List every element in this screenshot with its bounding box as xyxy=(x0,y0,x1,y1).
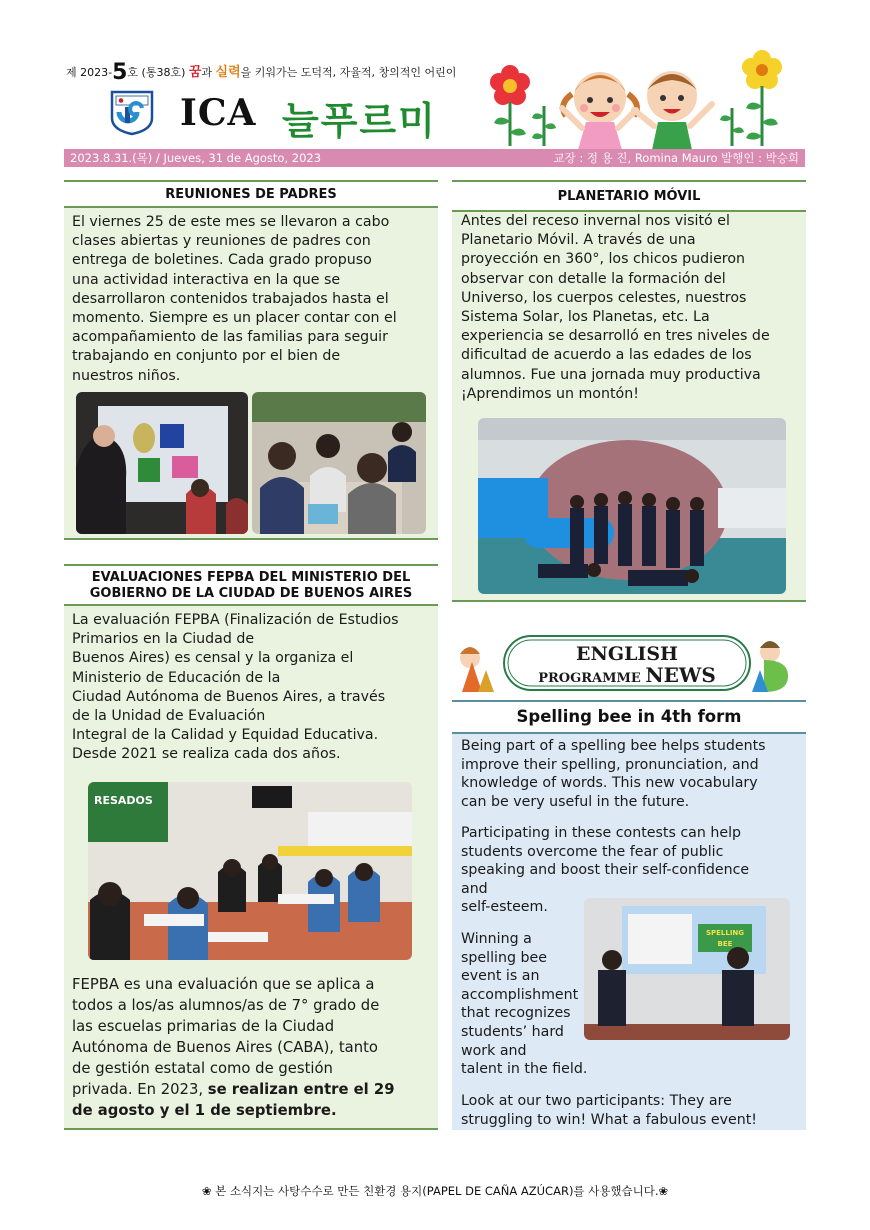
footer-note: ❀ 본 소식지는 사탕수수로 만든 친환경 용지(PAPEL DE CAÑA AZÚCAR)를 사용했습니다.❀ xyxy=(201,1184,669,1198)
article-body-intro: La evaluación FEPBA (Finalización de Estudios Primarios en la Ciudad de Buenos Aires) es censal y la organiza el Ministerio de Educación de la Ciudad Autónoma de Buenos Aires, a través de la Unidad de Evaluación Integral de la Calidad y Equidad Educativa. Desde 2021 se realiza cada dos años. xyxy=(72,612,399,763)
article-body-details xyxy=(72,974,434,1121)
article-rule xyxy=(64,538,438,540)
article-rule xyxy=(64,1128,438,1130)
paragraph-participants: Look at our two participants: They are struggling to win! What a fabulous event! xyxy=(461,1093,757,1128)
motto-word-skill: 실력 xyxy=(215,65,241,80)
article-body: El viernes 25 de este mes se llevaron a cabo clases abiertas y reuniones de padres con entrega de boletines. Cada grado propuso una actividad interactiva en la que se desarrollaron contenidos trabajados hasta el momento. Siempre es un placer contar con el acompañamiento de las familias para seguir trabajando en conjunto por el bien de nuestros niños. xyxy=(72,214,397,384)
photo-students-tablets xyxy=(252,392,426,534)
article-title-line2: GOBIERNO DE LA CIUDAD DE BUENOS AIRES xyxy=(89,586,413,601)
motto-tagline: 을 키워가는 도덕적, 자율적, 창의적인 어린이 xyxy=(240,66,457,79)
banner-english: ENGLISH xyxy=(576,643,678,665)
motto-connector: 과 xyxy=(201,66,216,79)
children-flowers-illustration xyxy=(482,46,802,150)
motto-word-dream: 꿈 xyxy=(188,65,202,80)
article-title: REUNIONES DE PADRES xyxy=(64,180,438,208)
article-body: Antes del receso invernal nos visitó el Planetario Móvil. A través de una proyección en 360°, los chicos pudieron observar con detalle la formación del Universo, los cuerpos celestes, nuestros Sistema Solar, los Planetas, etc. La experiencia se desarrolló en tres niveles de dificultad de acuerdo a las edades de los alumnos. Fue una jornada muy productiva ¡Aprendimos un montón! xyxy=(461,213,770,402)
photo-classroom-exam xyxy=(88,782,412,960)
article-body-details-text: FEPBA es una evaluación que se aplica a todos a los/as alumnos/as de 7° grado de las escuelas primarias de la Ciudad Autónoma de Buenos Aires (CABA), tanto de gestión estatal como de gestión privada. En 2023, xyxy=(72,976,380,1098)
article-title: Spelling bee in 4th form xyxy=(452,700,806,734)
banner-news: NEWS xyxy=(645,663,716,687)
paragraph-confidence: Participating in these contests can help students overcome the fear of public speaking and boost their self-confidence and self-esteem. xyxy=(461,825,750,916)
issue-prefix: 제 2023- xyxy=(66,66,113,79)
issue-line xyxy=(66,60,546,85)
banner-programme: PROGRAMME xyxy=(538,671,646,686)
article-body-details-dates: se realizan entre el 29 de agosto y el 1 de septiembre. xyxy=(72,1081,395,1119)
issue-date: 2023.8.31.(목) / Jueves, 31 de Agosto, 2023 xyxy=(70,151,322,165)
date-bar xyxy=(64,149,805,167)
paragraph-benefits: Being part of a spelling bee helps students improve their spelling, pronunciation, and knowledge of words. This new vocabulary can be very useful in the future. xyxy=(461,738,766,810)
article-title-line1: EVALUACIONES FEPBA DEL MINISTERIO DEL xyxy=(91,570,411,585)
article-title xyxy=(64,564,438,606)
issue-number: 5 xyxy=(112,60,128,85)
english-news-banner xyxy=(452,630,806,696)
school-logo xyxy=(108,88,156,136)
screen-spelling-text: SPELLING xyxy=(705,929,745,937)
issue-rest: 호 (통38호) xyxy=(127,66,189,79)
article-title: PLANETARIO MÓVIL xyxy=(452,180,806,212)
photo-smartboard-class xyxy=(76,392,248,534)
paragraph-accomplishment: Winning a spelling bee event is an accomplishment that recognizes students’ hard work and talent in the field. xyxy=(461,931,588,1078)
photo-planetarium-dome xyxy=(478,418,786,594)
staff-credits: 교장 : 정 용 진, Romina Mauro 발행인 : 박승희 xyxy=(553,151,799,165)
classroom-sign-text: RESADOS xyxy=(94,794,153,807)
newsletter-title-latin: ICA xyxy=(180,92,257,134)
screen-bee-text: BEE xyxy=(717,940,733,948)
newsletter-title-korean: 늘푸르미 xyxy=(282,99,437,143)
photo-spelling-bee-participants xyxy=(584,898,790,1040)
article-rule xyxy=(452,600,806,602)
